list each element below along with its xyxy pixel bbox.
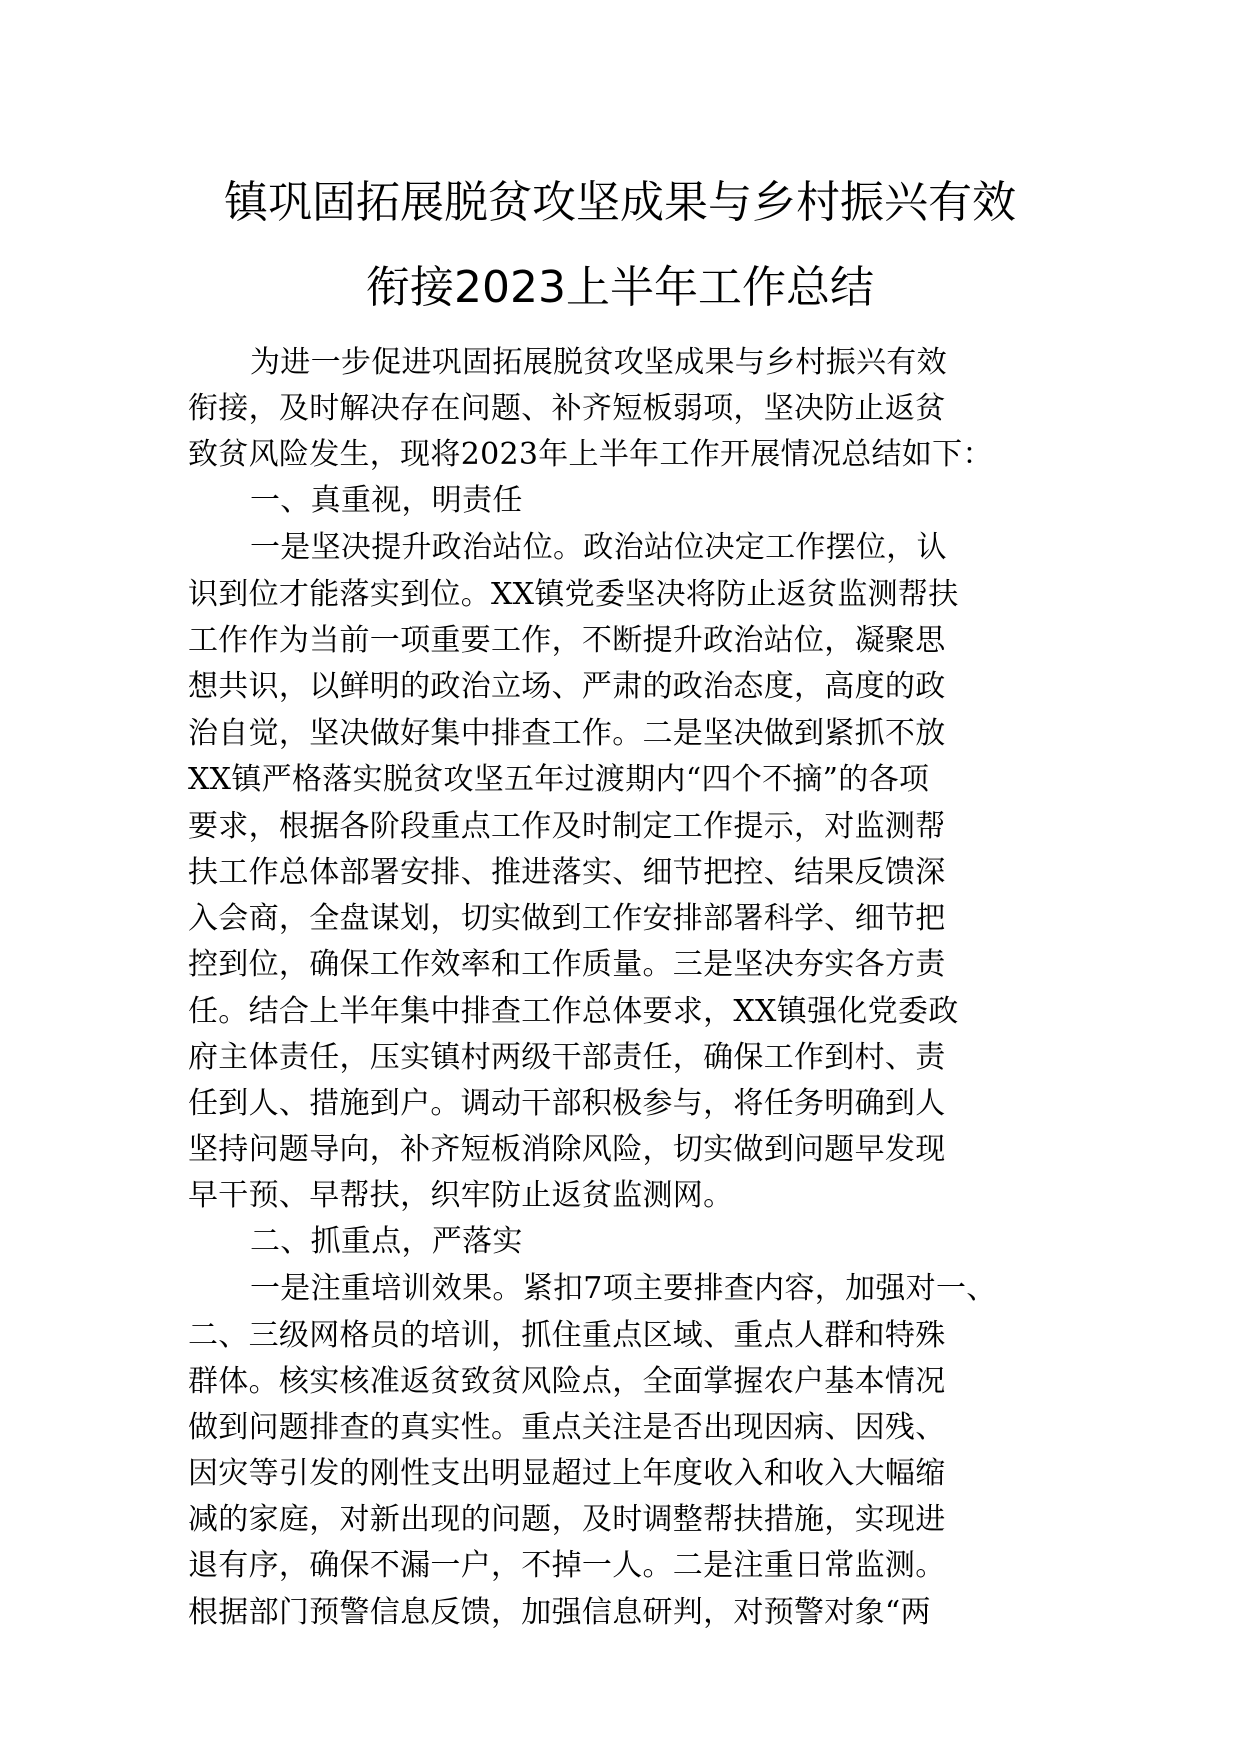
- paragraph-line: 控到位，确保工作效率和工作质量。三是坚决夯实各方责: [188, 947, 946, 982]
- paragraph-line: 退有序，确保不漏一户，不掉一人。二是注重日常监测。: [188, 1548, 946, 1583]
- paragraph-line: 识到位才能落实到位。XX镇党委坚决将防止返贫监测帮扶: [188, 577, 959, 612]
- paragraph-line: 治自觉，坚决做好集中排查工作。二是坚决做到紧抓不放: [188, 716, 946, 751]
- paragraph-line: 任。结合上半年集中排查工作总体要求，XX镇强化党委政: [188, 994, 959, 1029]
- paragraph-line: 要求，根据各阶段重点工作及时制定工作提示，对监测帮: [188, 809, 946, 844]
- paragraph-line: 衔接，及时解决存在问题、补齐短板弱项，坚决防止返贫: [188, 391, 946, 426]
- paragraph-line: 坚持问题导向，补齐短板消除风险，切实做到问题早发现: [188, 1132, 946, 1167]
- paragraph-line: 府主体责任，压实镇村两级干部责任，确保工作到村、责: [188, 1040, 946, 1075]
- paragraph-line: 扶工作总体部署安排、推进落实、细节把控、结果反馈深: [188, 855, 946, 890]
- paragraph-line: 根据部门预警信息反馈，加强信息研判，对预警对象“两: [188, 1595, 931, 1630]
- paragraph-line: 早干预、早帮扶，织牢防止返贫监测网。: [188, 1178, 734, 1213]
- paragraph-line: 群体。核实核准返贫致贫风险点，全面掌握农户基本情况: [188, 1364, 946, 1399]
- paragraph-line: 为进一步促进巩固拓展脱贫攻坚成果与乡村振兴有效: [250, 345, 947, 380]
- paragraph-line: 任到人、措施到户。调动干部积极参与，将任务明确到人: [188, 1086, 946, 1121]
- paragraph-line: 一是注重培训效果。紧扣7项主要排查内容，加强对一、: [250, 1271, 997, 1306]
- paragraph-line: 想共识，以鲜明的政治立场、严肃的政治态度，高度的政: [188, 669, 946, 704]
- document-title-line-1: 镇巩固拓展脱贫攻坚成果与乡村振兴有效: [224, 177, 1016, 228]
- section-heading: 一、真重视，明责任: [250, 483, 523, 518]
- document-title-line-2: 衔接2023上半年工作总结: [366, 262, 874, 313]
- paragraph-line: 因灾等引发的刚性支出明显超过上年度收入和收入大幅缩: [188, 1456, 946, 1491]
- paragraph-line: 入会商，全盘谋划，切实做到工作安排部署科学、细节把: [188, 901, 946, 936]
- paragraph-line: 一是坚决提升政治站位。政治站位决定工作摆位，认: [250, 530, 947, 565]
- paragraph-line: 做到问题排查的真实性。重点关注是否出现因病、因残、: [188, 1410, 946, 1445]
- paragraph-line: 工作作为当前一项重要工作，不断提升政治站位，凝聚思: [188, 623, 946, 658]
- paragraph-line: XX镇严格落实脱贫攻坚五年过渡期内“四个不摘”的各项: [188, 762, 930, 797]
- section-heading: 二、抓重点，严落实: [250, 1224, 523, 1259]
- paragraph-line: 二、三级网格员的培训，抓住重点区域、重点人群和特殊: [188, 1318, 946, 1353]
- paragraph-line: 致贫风险发生，现将2023年上半年工作开展情况总结如下：: [188, 437, 993, 472]
- paragraph-line: 减的家庭，对新出现的问题，及时调整帮扶措施，实现进: [188, 1502, 946, 1537]
